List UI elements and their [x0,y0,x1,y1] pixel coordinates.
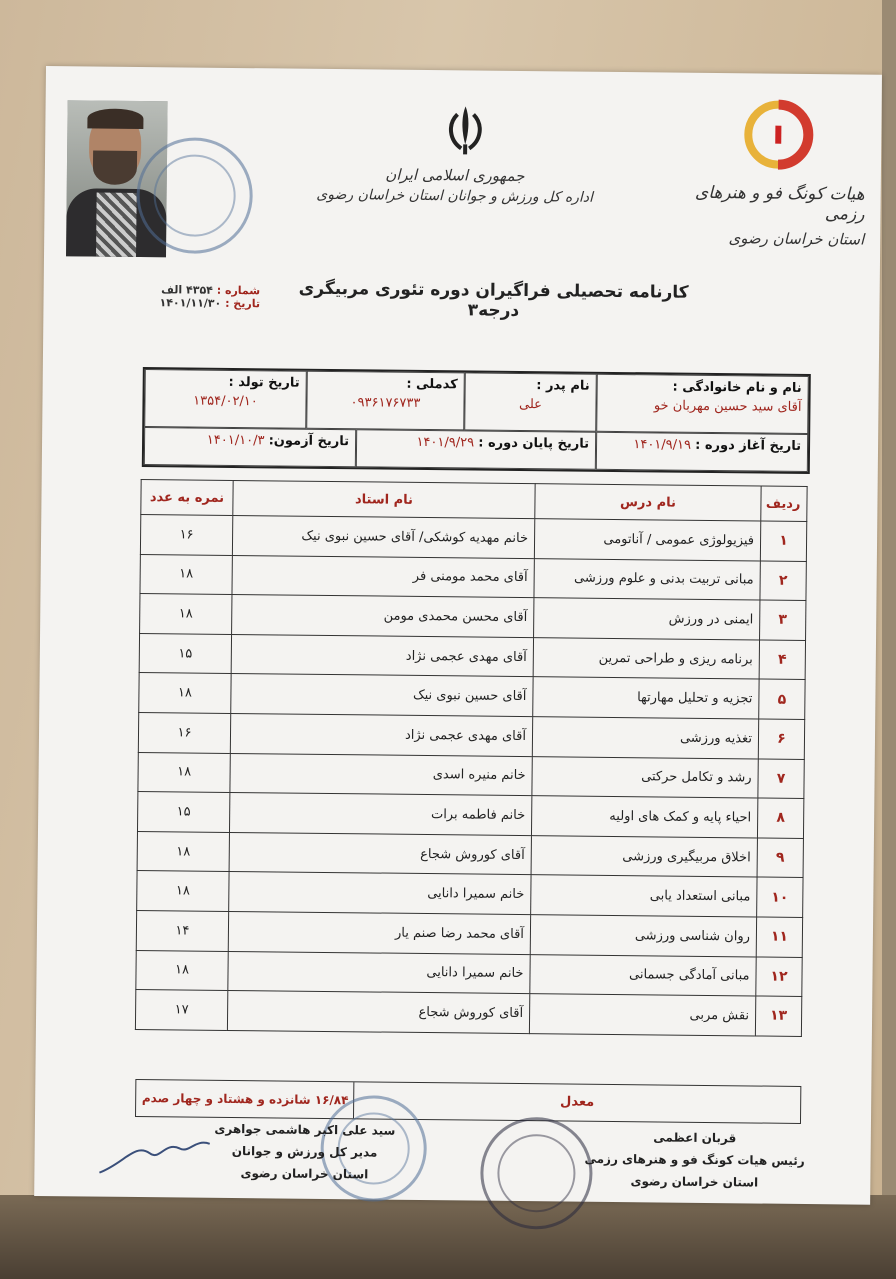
left-signature-block [194,1118,415,1186]
right-signer-province: استان خراسان رضوی [630,1174,759,1190]
date-label: تاریخ : [225,296,261,311]
table-row [137,871,803,918]
teacher-name: آقای مهدی عجمی نژاد [231,634,533,677]
table-row [139,673,805,720]
end-date: ۱۴۰۱/۹/۲۹ [416,434,475,451]
teacher-name: خانم سمیرا دانایی [229,872,531,915]
document-date: ۱۴۰۱/۱۱/۳۰ [159,296,222,310]
teacher-name: آقای محسن محمدی مومن [232,595,534,638]
course-name: احیاء پایه و کمک های اولیه [531,796,757,838]
federation-logo-icon [741,97,816,172]
header-score: نمره به عدد [141,480,233,516]
ministry-header [305,165,605,206]
score-value: ۱۸ [137,831,229,872]
exam-date: ۱۴۰۱/۱۰/۳ [206,432,265,449]
start-date: ۱۴۰۱/۹/۱۹ [633,437,692,453]
teacher-name: خانم فاطمه برات [229,793,531,836]
header-row-number: ردیف [761,486,807,521]
applicant-name: آقای سید حسین مهربان خو [653,398,802,415]
row-number: ۶ [758,719,804,759]
federation-name: هیات کونگ فو و هنرهای رزمی [694,182,865,225]
row-number: ۱ [760,521,806,561]
header-course: نام درس [535,484,761,521]
table-row [140,554,806,601]
start-date-label: تاریخ آغاز دوره : [695,437,802,454]
right-signer-name: قربان اعظمی [653,1130,737,1146]
table-row [137,792,803,839]
teacher-name: خانم سمیرا دانایی [228,951,530,994]
teacher-name: آقای حسین نبوی نیک [231,674,533,717]
score-value: ۱۸ [137,871,229,912]
score-value: ۱۶ [138,712,230,753]
federation-header [654,182,865,248]
table-row [137,831,803,878]
birth-date: ۱۳۵۴/۰۲/۱۰ [193,393,258,410]
table-row [140,594,806,641]
row-number: ۹ [757,838,803,878]
background-floor [0,1195,896,1279]
course-name: نقش مربی [529,994,755,1036]
teacher-name: آقای کوروش شجاع [229,832,531,875]
right-signature-block [574,1126,815,1195]
national-id-label: کدملی : [406,376,458,393]
row-number: ۱۰ [757,877,803,917]
left-signer-name: سید علی اکبر هاشمی جواهری [214,1121,396,1138]
score-value: ۱۶ [140,515,232,556]
row-number: ۲ [760,561,806,601]
teacher-name: آقای مهدی عجمی نژاد [230,713,532,756]
row-number: ۱۱ [756,917,802,957]
course-name: ایمنی در ورزش [534,598,760,640]
left-signer-title: مدیر کل ورزش و جوانان [231,1144,378,1160]
father-name-label: نام پدر : [536,378,590,394]
end-date-label: تاریخ پایان دوره : [478,435,590,452]
document-reference [159,283,260,310]
score-value: ۱۷ [135,990,227,1031]
left-signer-province: استان خراسان رضوی [240,1166,369,1182]
document-number: ۴۳۵۴ الف [161,283,213,297]
teacher-name: آقای محمد مومنی فر [232,555,534,598]
score-value: ۱۸ [140,594,232,635]
row-number: ۱۲ [756,957,802,997]
course-name: مبانی آمادگی جسمانی [530,954,756,996]
average-label: معدل [353,1082,800,1123]
course-name: تغذیه ورزشی [532,717,758,759]
course-name: تجزیه و تحلیل مهارتها [533,677,759,719]
number-label: شماره : [216,283,261,298]
score-value: ۱۸ [138,752,230,793]
photo-stamp [136,137,253,254]
birth-date-label: تاریخ تولد : [228,374,300,391]
average-value: ۱۶/۸۴ شانزده و هشتاد و چهار صدم [141,1091,349,1108]
course-name: برنامه ریزی و طراحی تمرین [533,637,759,679]
table-row [140,515,806,562]
table-row [136,910,802,957]
row-number: ۱۳ [755,996,801,1036]
grades-table [135,479,808,1037]
course-name: رشد و تکامل حرکتی [532,756,758,798]
exam-date-label: تاریخ آزمون: [268,433,350,450]
background-edge [882,0,896,1279]
grades-table-wrapper [136,479,808,1037]
course-name: روان شناسی ورزشی [530,915,756,957]
iran-emblem-icon [435,100,496,161]
country-name: جمهوری اسلامی ایران [385,165,525,186]
father-name: علی [518,396,543,413]
ministry-name: اداره کل ورزش و جوانان استان خراسان رضوی [316,186,594,206]
course-name: مبانی تربیت بدنی و علوم ورزشی [534,558,760,600]
row-number: ۵ [759,679,805,719]
score-value: ۱۵ [139,633,231,674]
applicant-info-box [142,367,811,474]
right-signer-title: رئیس هیات کونگ فو و هنرهای رزمی [584,1151,805,1169]
teacher-name: آقای محمد رضا صنم یار [228,911,530,954]
score-value: ۱۴ [136,910,228,951]
name-label: نام و نام خانوادگی : [672,379,802,396]
teacher-name: خانم منیره اسدی [230,753,532,796]
national-id: ۰۹۳۶۱۷۶۷۳۳ [350,395,421,411]
table-row [138,712,804,759]
course-name: اخلاق مربیگیری ورزشی [531,835,757,877]
report-card-document [34,66,882,1205]
score-value: ۱۸ [136,950,228,991]
row-number: ۸ [757,798,803,838]
table-row [139,633,805,680]
table-row [135,990,801,1037]
score-value: ۱۸ [140,554,232,595]
score-value: ۱۸ [139,673,231,714]
row-number: ۷ [758,759,804,799]
grades-table-body [135,515,806,1037]
row-number: ۴ [759,640,805,680]
course-name: مبانی استعداد یابی [531,875,757,917]
teacher-name: خانم مهدیه کوشکی/ آقای حسین نبوی نیک [232,515,534,558]
federation-province: استان خراسان رضوی [728,229,865,249]
score-value: ۱۵ [137,792,229,833]
header-teacher: نام استاد [233,480,535,518]
course-name: فیزیولوژی عمومی / آناتومی [534,519,760,561]
table-row [136,950,802,997]
teacher-name: آقای کوروش شجاع [227,991,529,1034]
document-title: کارنامه تحصیلی فراگیران دوره تئوری مربیگری درجه۳ [298,278,689,321]
table-row [138,752,804,799]
row-number: ۳ [760,600,806,640]
